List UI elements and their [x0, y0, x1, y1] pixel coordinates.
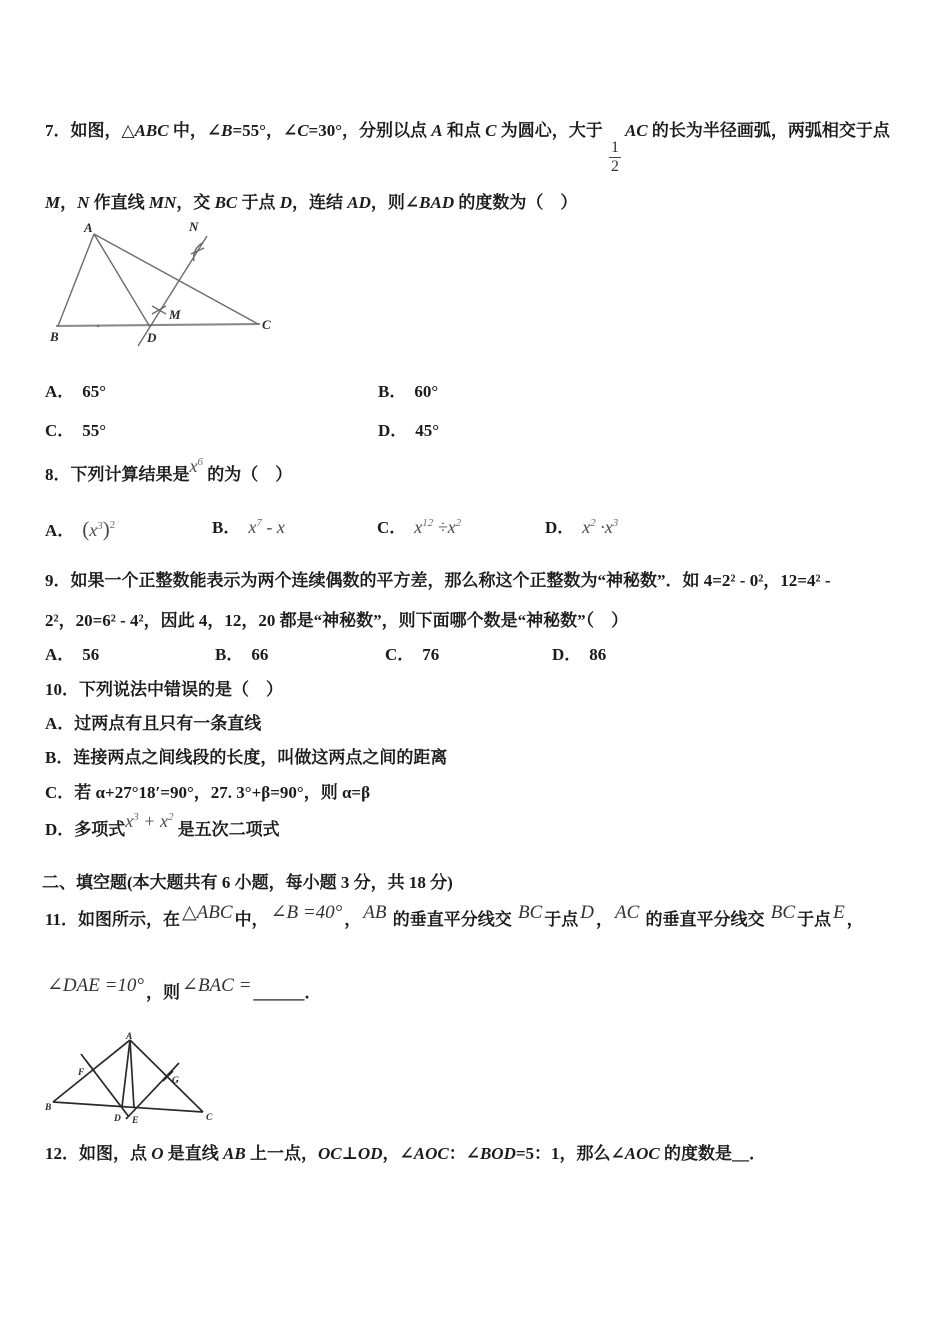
q7-fig-label-a: A [84, 220, 93, 235]
q9-option-b [215, 644, 268, 665]
q7-option-b-label: B． [378, 382, 407, 401]
q7-option-d-text: 45° [415, 421, 440, 440]
q7-stem-line-1: 7．如图，△ABC 中，∠B=55°，∠C=30°，分别以点 A 和点 C 为圆心，大于 $\frac{1}{2}$ AC 的长为半径画弧，两弧相交于点 [45, 121, 890, 175]
q10-option-b: B．连接两点之间线段的长度，叫做这两点之间的距离 [45, 748, 448, 767]
q7-fig-label-n: N [189, 219, 199, 234]
q9-option-d-label: D． [552, 645, 582, 664]
q11-fig-label-d: D [114, 1114, 121, 1124]
q11-fig-label-f: F [78, 1068, 85, 1078]
q10-stem: 10．下列说法中错误的是（ ） [45, 680, 283, 699]
q9-option-d-text: 86 [589, 645, 607, 664]
q9-option-d [552, 644, 606, 665]
q9-option-b-label: B． [215, 645, 244, 664]
q7-option-a [45, 381, 106, 402]
q7-fig-label-c: C [262, 317, 271, 332]
q11-fig-label-a: A [126, 1032, 133, 1042]
q7-fig-label-b: B [50, 329, 59, 344]
q7-option-c-text: 55° [82, 421, 107, 440]
q8-stem: 8．下列计算结果是$x^6$ 的为（ ） [45, 456, 293, 484]
q11-figure [45, 1030, 217, 1128]
q11-fig-label-c: C [206, 1113, 213, 1123]
q7-option-d-label: D． [378, 421, 408, 440]
q8-option-a-label: A． [45, 521, 75, 540]
q8-option-a-expr: $(x^3)^2$ [82, 517, 116, 541]
section-2-header: 二、填空题(本大题共有 6 小题，每小题 3 分，共 18 分) [42, 873, 453, 892]
q9-stem-line-2: 2²，20=6² - 4²，因此 4，12，20 都是“神秘数”，则下面哪个数是“神秘数”（ ） [45, 611, 629, 630]
q9-option-a-label: A． [45, 645, 75, 664]
q9-option-c-label: C． [385, 645, 415, 664]
q11-stem-line-1: 11．如图所示，在 △ABC 中， ∠B =40° ， AB 的垂直平分线交 BC 于点 D ， AC 的垂直平分线交 BC 于点 E ， [45, 902, 864, 929]
q10-option-d: D．多项式$x^3 + x^2$ 是五次二项式 [45, 811, 280, 839]
q9-stem-line-1: 9．如果一个正整数能表示为两个连续偶数的平方差，那么称这个正整数为“神秘数”．如 4=2² - 0²，12=4² - [45, 571, 831, 590]
q11-stem-line-2: ∠DAE =10° ，则 ∠BAC = ______． [47, 975, 322, 1002]
q7-option-a-text: 65° [82, 382, 107, 401]
q7-option-c-label: C． [45, 421, 75, 440]
q7-fig-label-m: M [169, 307, 181, 322]
q7-option-a-label: A． [45, 382, 75, 401]
q11-fig-label-g: G [172, 1076, 179, 1086]
q7-stem-line-2: M，N 作直线 MN，交 BC 于点 D，连结 AD，则∠BAD 的度数为（ ） [45, 193, 578, 212]
q8-option-d-label: D． [545, 518, 575, 537]
q9-option-c [385, 644, 439, 665]
q8-option-c [377, 516, 461, 539]
q8-option-c-expr: $x^{12} \div x^2$ [414, 517, 462, 537]
q7-option-b-text: 60° [414, 382, 439, 401]
q8-option-c-label: C． [377, 518, 407, 537]
q9-option-a [45, 644, 99, 665]
q8-option-b-label: B． [212, 518, 241, 537]
q11-fig-label-e: E [132, 1116, 139, 1126]
q9-option-b-text: 66 [251, 645, 269, 664]
q11-fig-label-b: B [45, 1103, 52, 1113]
q7-option-b [378, 381, 438, 402]
q7-fig-label-d: D [147, 330, 157, 345]
q8-option-b-expr: $x^7$ - x [248, 517, 285, 537]
q9-option-a-text: 56 [82, 645, 100, 664]
q8-option-d [545, 516, 618, 539]
q8-option-b [212, 516, 285, 539]
q7-option-c [45, 420, 106, 441]
q8-option-d-expr: $x^2 \cdot x^3$ [582, 517, 619, 537]
q10-option-c: C．若 α+27°18′=90°，27. 3°+β=90°，则 α=β [45, 783, 371, 802]
q10-option-a: A．过两点有且只有一条直线 [45, 714, 262, 733]
q12-stem: 12．如图，点 O 是直线 AB 上一点，OC⊥OD，∠AOC：∠BOD=5：1，那么∠AOC 的度数是__． [45, 1144, 767, 1163]
q9-option-c-text: 76 [422, 645, 440, 664]
q8-option-a [45, 516, 115, 542]
q7-figure [42, 216, 277, 351]
q7-option-d [378, 420, 439, 441]
